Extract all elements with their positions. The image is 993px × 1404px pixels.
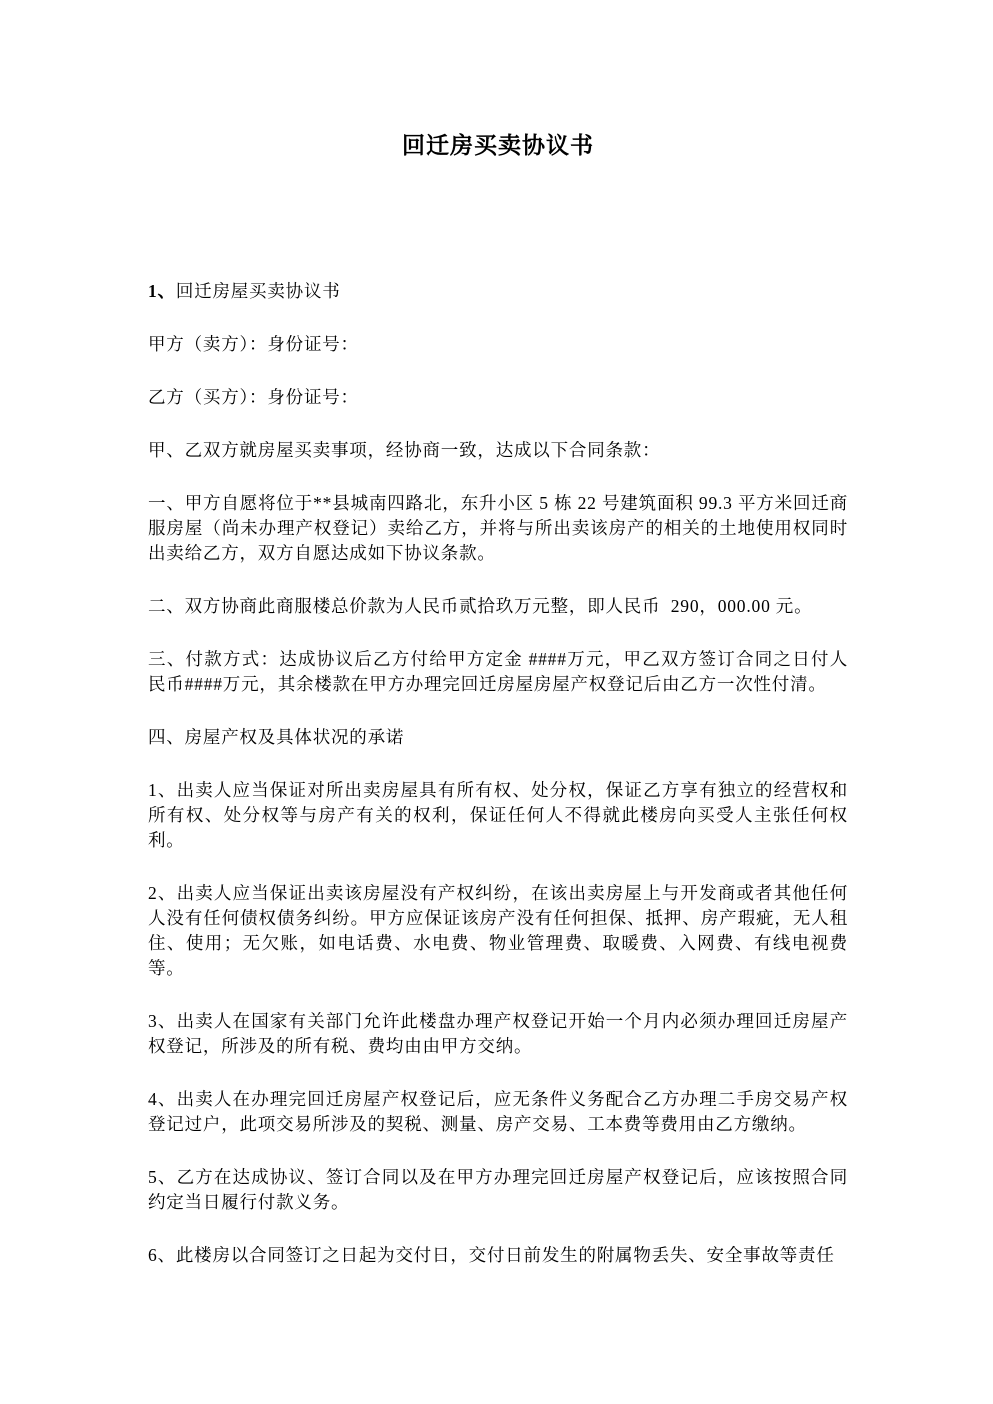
document-title: 回迁房买卖协议书 (402, 133, 594, 158)
paragraph: 1、回迁房屋买卖协议书 (148, 281, 341, 301)
paragraph: 1、出卖人应当保证对所出卖房屋具有所有权、处分权，保证乙方享有独立的经营权和所有权、处分权等与房产有关的权利，保证任何人不得就此楼房向买受人主张任何权利。 (148, 780, 848, 850)
paragraph: 二、双方协商此商服楼总价款为人民币贰拾玖万元整，即人民币 290，000.00 元。 (148, 596, 813, 616)
paragraph: 6、此楼房以合同签订之日起为交付日，交付日前发生的附属物丢失、安全事故等责任 (148, 1245, 835, 1265)
paragraph: 三、付款方式：达成协议后乙方付给甲方定金 ####万元，甲乙双方签订合同之日付人民币####万元，其余楼款在甲方办理完回迁房屋房屋产权登记后由乙方一次性付清。 (148, 649, 848, 694)
paragraph: 甲方（卖方）：身份证号： (148, 334, 359, 354)
paragraph: 四、房屋产权及具体状况的承诺 (148, 727, 405, 747)
paragraph: 乙方（买方）：身份证号： (148, 387, 359, 407)
paragraph: 2、出卖人应当保证出卖该房屋没有产权纠纷，在该出卖房屋上与开发商或者其他任何人没有任何债权债务纠纷。甲方应保证该房产没有任何担保、抵押、房产瑕疵，无人租住、使用；无欠账，如电话费、水电费、物业管理费、取暖费、入网费、有线电视费等。 (148, 883, 848, 978)
paragraph: 5、乙方在达成协议、签订合同以及在甲方办理完回迁房屋产权登记后，应该按照合同约定当日履行付款义务。 (148, 1167, 848, 1212)
paragraph: 甲、乙双方就房屋买卖事项，经协商一致，达成以下合同条款： (148, 440, 661, 460)
paragraph: 4、出卖人在办理完回迁房屋产权登记后，应无条件义务配合乙方办理二手房交易产权登记过户，此项交易所涉及的契税、测量、房产交易、工本费等费用由乙方缴纳。 (148, 1089, 848, 1134)
paragraph: 一、甲方自愿将位于**县城南四路北，东升小区 5 栋 22 号建筑面积 99.3 平方米回迁商服房屋（尚未办理产权登记）卖给乙方，并将与所出卖该房产的相关的土地使用权同时出卖给乙方，双方自愿达成如下协议条款。 (148, 493, 848, 563)
paragraph: 3、出卖人在国家有关部门允许此楼盘办理产权登记开始一个月内必须办理回迁房屋产权登记，所涉及的所有税、费均由由甲方交纳。 (148, 1011, 848, 1056)
document-body (148, 279, 848, 1268)
list-number: 1、 (148, 281, 176, 301)
